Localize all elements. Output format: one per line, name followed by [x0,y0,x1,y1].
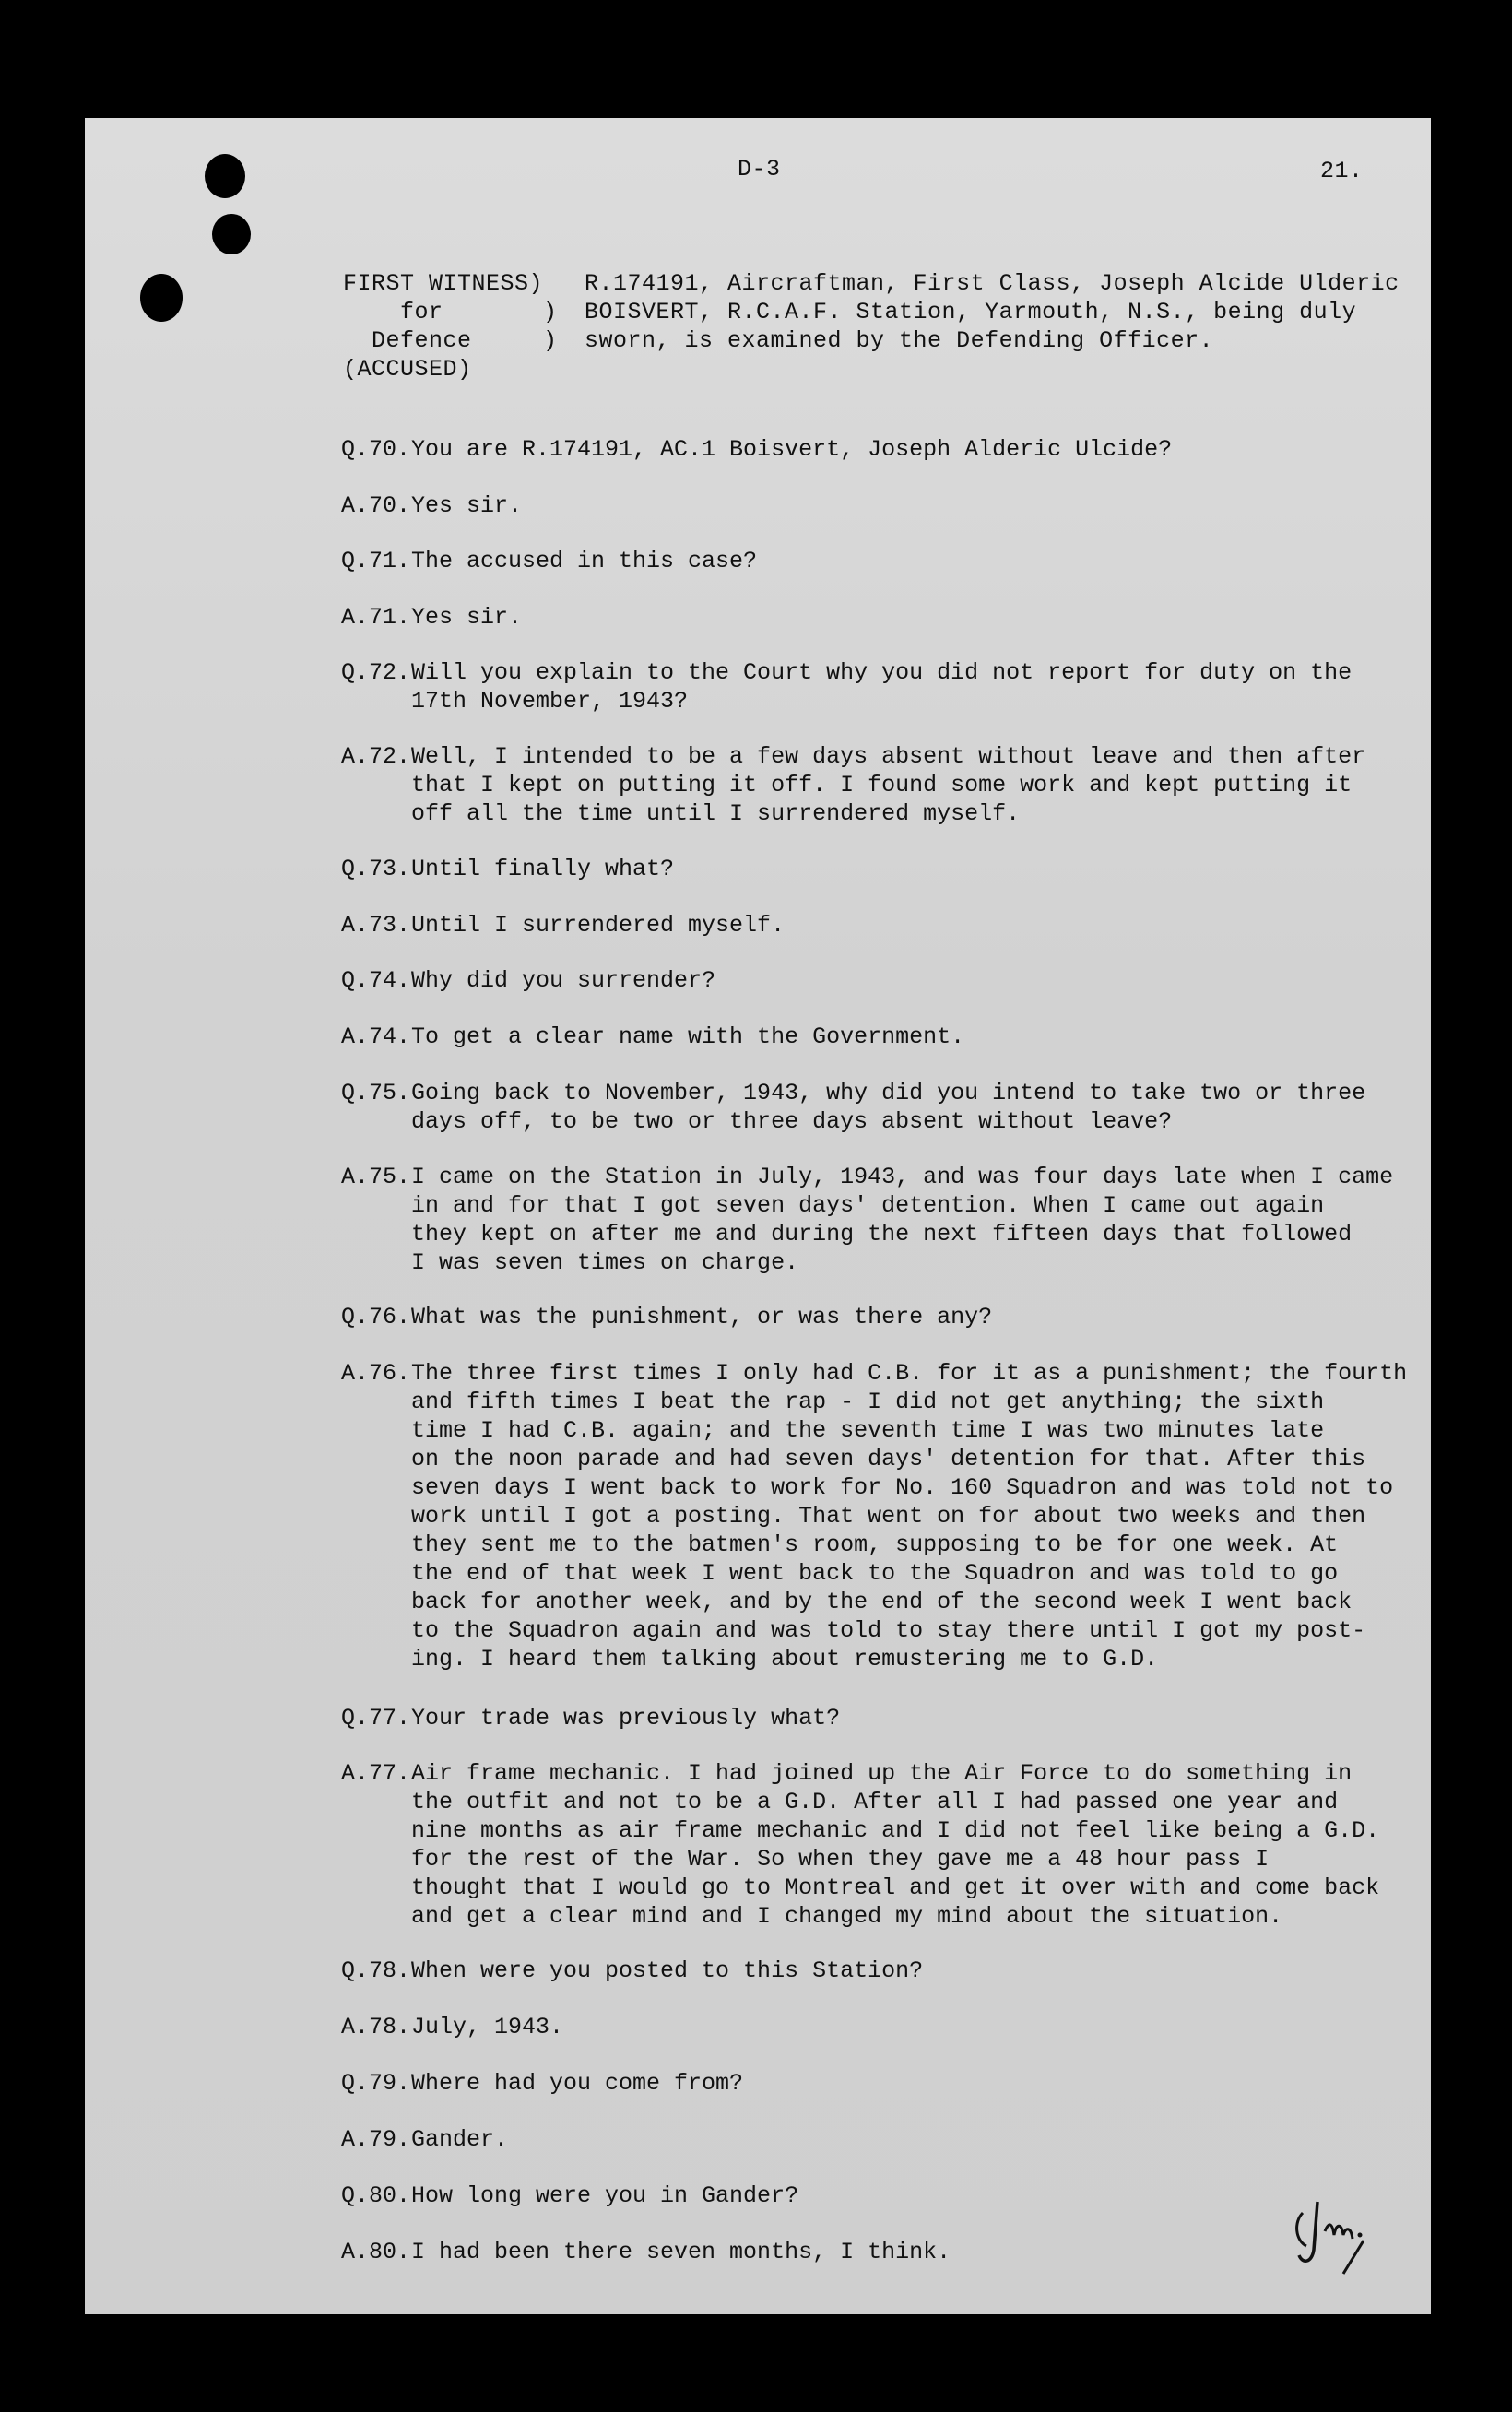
entry-number: A.71. [341,604,411,631]
page-section-label: D-3 [738,156,781,183]
entry-text: Your trade was previously what? [411,1705,841,1732]
question-entry [341,547,1429,575]
answer-entry [341,2013,1429,2041]
question-entry [341,1957,1429,1985]
entry-number: A.70. [341,492,411,519]
question-entry [341,855,1429,883]
entry-number: A.73. [341,912,411,939]
entry-text: When were you posted to this Station? [411,1957,924,1984]
answer-entry [341,491,1429,520]
entry-text: Will you explain to the Court why you did not report for duty on the 17th November, 1943? [411,659,1353,715]
entry-number: A.80. [341,2239,411,2265]
question-entry [341,1704,1429,1732]
entry-number: Q.76. [341,1304,411,1330]
entry-text: The three first times I only had C.B. for it as a punishment; the fourth and fifth times I beat the rap - I did not get anything; the sixth time I had C.B. again; and the seventh time I was two minutes late on the noon parade and had seven days' detention for that. After this seven days I went back to work for No. 160 Squadron and was told not to work until I got a posting. That went on for about two weeks and then they sent me to the batmen's room, supposing to be for one week. At the end of that week I went back to the Squadron and was told to go back for another week, and by the end of the second week I went back to the Squadron again and was told to stay there until I got my post- ing. I heard them talking about remustering me to G.D. [411,1360,1408,1673]
question-entry [341,966,1429,995]
entry-text: Where had you come from? [411,2070,744,2097]
witness-label: FIRST WITNESS) for ) Defence ) (ACCUSED) [343,270,558,383]
entry-text: The accused in this case? [411,548,758,574]
question-entry [341,435,1429,464]
question-entry [341,2069,1429,2098]
answer-entry [341,911,1429,940]
entry-number: A.72. [341,743,411,770]
answer-entry [341,1163,1429,1277]
entry-number: A.76. [341,1360,411,1387]
entry-number: Q.74. [341,967,411,994]
entry-number: A.74. [341,1023,411,1050]
entry-number: A.79. [341,2126,411,2153]
punch-hole [140,274,183,322]
punch-hole [212,214,251,254]
entry-text: Yes sir. [411,604,523,631]
entry-number: A.77. [341,1760,411,1787]
entry-number: Q.75. [341,1080,411,1106]
entry-number: Q.72. [341,659,411,686]
punch-hole [205,154,245,198]
answer-entry [341,603,1429,632]
witness-description: R.174191, Aircraftman, First Class, Joseph Alcide Ulderic BOISVERT, R.C.A.F. Station, Yarmouth, N.S., being duly sworn, is examined by the Defending Officer. [585,270,1400,354]
entry-number: Q.80. [341,2182,411,2209]
entry-text: Why did you surrender? [411,967,716,994]
entry-text: Going back to November, 1943, why did you intend to take two or three days off, to be two or three days absent without leave? [411,1080,1366,1135]
entry-text: I came on the Station in July, 1943, and was four days late when I came in and for that I got seven days' detention. When I came out again they kept on after me and during the next fifteen days that followed I was seven times on charge. [411,1164,1394,1276]
entry-text: Gander. [411,2126,509,2153]
handwritten-initials-signature [1286,2194,1388,2277]
answer-entry [341,2125,1429,2154]
entry-number: Q.73. [341,856,411,882]
entry-number: Q.77. [341,1705,411,1732]
entry-number: Q.70. [341,436,411,463]
entry-text: What was the punishment, or was there any? [411,1304,993,1330]
entry-text: Air frame mechanic. I had joined up the Air Force to do something in the outfit and not to be a G.D. After all I had passed one year and nine months as air frame mechanic and I did not feel like being a G.D. for the rest of the War. So when they gave me a 48 hour pass I thought that I would go to Montreal and get it over with and come back and get a clear mind and I changed my mind about the situation. [411,1760,1380,1930]
page-number: 21. [1320,158,1364,184]
entry-text: You are R.174191, AC.1 Boisvert, Joseph Alderic Ulcide? [411,436,1173,463]
entry-text: Yes sir. [411,492,523,519]
question-entry [341,658,1429,715]
entry-number: Q.79. [341,2070,411,2097]
entry-text: How long were you in Gander? [411,2182,799,2209]
entry-number: A.78. [341,2014,411,2040]
answer-entry [341,742,1429,828]
question-entry [341,1079,1429,1136]
answer-entry [341,1023,1429,1051]
entry-number: Q.71. [341,548,411,574]
entry-text: Until I surrendered myself. [411,912,786,939]
entry-number: Q.78. [341,1957,411,1984]
entry-text: To get a clear name with the Government. [411,1023,965,1050]
entry-text: Well, I intended to be a few days absent without leave and then after that I kept on putting it off. I found some work and kept putting it off all the time until I surrendered myself. [411,743,1366,827]
entry-number: A.75. [341,1164,411,1190]
question-entry [341,2181,1429,2210]
answer-entry [341,2238,1429,2266]
entry-text: July, 1943. [411,2014,564,2040]
answer-entry [341,1359,1429,1673]
question-entry [341,1303,1429,1331]
answer-entry [341,1759,1429,1931]
entry-text: Until finally what? [411,856,675,882]
entry-text: I had been there seven months, I think. [411,2239,951,2265]
